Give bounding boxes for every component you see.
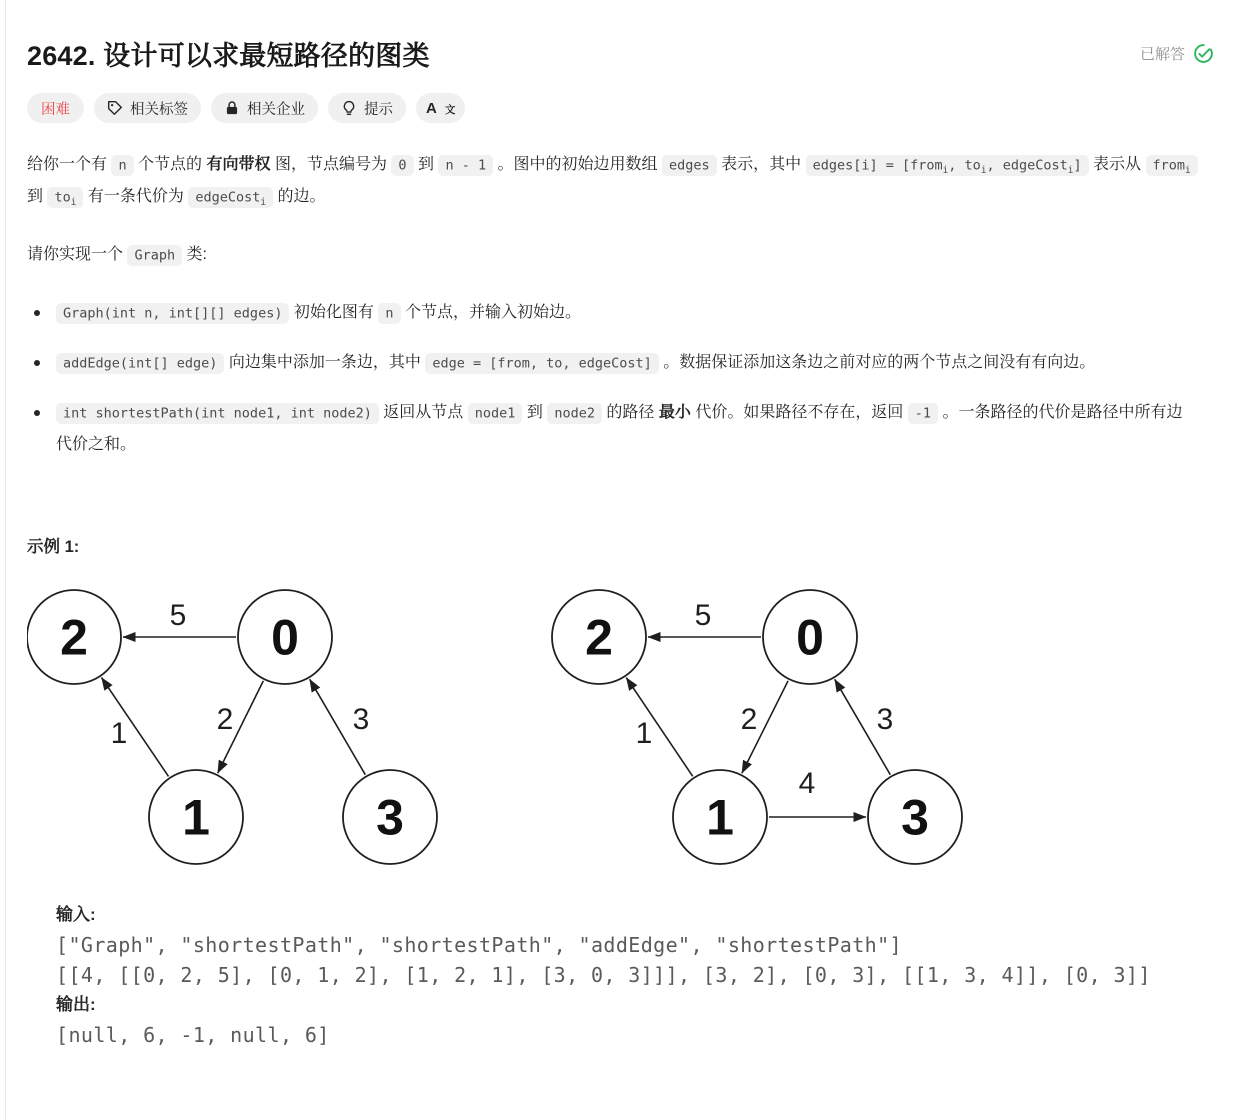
inline-code: from$_i$ (1146, 155, 1198, 176)
node-id-label: 0 (271, 609, 299, 666)
description-paragraph-1: 给你一个有 n 个节点的 有向带权 图，节点编号为 0 到 n - 1 。图中的初始边用数组 edges 表示，其中 edges[i] = [from$_i$, $to_i$, edgeCost$_i$] 表示从 from$_i$ 到 $to_i$ 有一条代价为 edgeCost$_i$ 的边。 (27, 149, 1214, 213)
edge-weight-label: 2 (216, 703, 234, 736)
output-label: 输出: (56, 995, 96, 1014)
hint-label: 提示 (364, 101, 393, 118)
node-id-label: 2 (585, 609, 613, 666)
edge-weight-label: 1 (110, 717, 128, 750)
api-list (27, 297, 1192, 461)
input-label: 输入: (56, 905, 96, 924)
inline-code: addEdge(int[] edge) (56, 353, 224, 374)
edge-weight-label: 3 (876, 703, 894, 736)
inline-code: edges (662, 155, 717, 176)
example-io-block (56, 900, 1214, 1050)
graph-diagram (27, 579, 1007, 871)
node-id-label: 1 (706, 789, 734, 846)
list-item: int shortestPath(int node1, int node2) 返回从节点 node1 到 node2 的路径 最小 代价。如果路径不存在，返回 -1 。一条路径的代价是路径中所有边代价之和。 (27, 397, 1192, 461)
inline-code: $to_i$ (47, 187, 83, 208)
hint-button[interactable] (328, 93, 406, 123)
inline-code: n (378, 303, 400, 324)
lightbulb-icon (341, 100, 357, 116)
inline-code: n (111, 155, 133, 176)
example-heading: 示例 1: (27, 538, 80, 556)
bold-text: 有向带权 (206, 156, 271, 173)
related-companies-button[interactable] (211, 93, 318, 123)
page-title: 2642. 设计可以求最短路径的图类 (27, 41, 430, 71)
bold-text: 最小 (658, 404, 691, 421)
inline-code: Graph(int n, int[][] edges) (56, 303, 289, 324)
related-tags-label: 相关标签 (130, 101, 188, 118)
problem-header (27, 34, 1214, 73)
edge-weight-label: 5 (694, 599, 712, 632)
inline-code: edgeCost$_i$ (188, 187, 273, 208)
edge-weight-label: 3 (352, 703, 370, 736)
lock-icon (224, 100, 240, 116)
edge-weight-label: 5 (169, 599, 187, 632)
difficulty-badge[interactable]: 困难 (27, 93, 84, 123)
check-circle-icon (1193, 43, 1214, 64)
solved-label: 已解答 (1139, 46, 1185, 63)
inline-code: edge = [from, to, edgeCost] (425, 353, 658, 374)
edge-weight-label: 1 (635, 717, 653, 750)
node-id-label: 3 (901, 789, 929, 846)
related-companies-label: 相关企业 (247, 101, 305, 118)
description-paragraph-2: 请你实现一个 Graph 类: (27, 239, 1214, 271)
panel-divider (5, 0, 6, 1120)
node-id-label: 0 (796, 609, 824, 666)
example-input-operations: ["Graph", "shortestPath", "shortestPath", "addEdge", "shortestPath"] (56, 933, 902, 957)
problem-description (27, 149, 1214, 461)
translate-icon: A (426, 99, 437, 117)
inline-code: Graph (127, 245, 182, 266)
badge-row (27, 93, 1214, 123)
translate-button[interactable]: A 文 (416, 93, 465, 123)
node-id-label: 1 (182, 789, 210, 846)
node-id-label: 2 (60, 609, 88, 666)
inline-code: n - 1 (438, 155, 493, 176)
inline-code: -1 (908, 403, 938, 424)
list-item: Graph(int n, int[][] edges) 初始化图有 n 个节点，并输入初始边。 (27, 297, 1192, 329)
edge-weight-label: 2 (740, 703, 758, 736)
node-id-label: 3 (376, 789, 404, 846)
inline-code: node1 (468, 403, 523, 424)
inline-code: 0 (391, 155, 413, 176)
solved-badge (1140, 43, 1214, 64)
inline-code: int shortestPath(int node1, int node2) (56, 403, 379, 424)
inline-code: edges[i] = [from$_i$, $to_i$, edgeCost$_i$] (806, 155, 1089, 176)
list-item: addEdge(int[] edge) 向边集中添加一条边，其中 edge = [from, to, edgeCost] 。数据保证添加这条边之前对应的两个节点之间没有有向边。 (27, 347, 1192, 379)
related-tags-button[interactable] (94, 93, 201, 123)
example-output-values: [null, 6, -1, null, 6] (56, 1023, 330, 1047)
example-input-arguments: [[4, [[0, 2, 5], [0, 1, 2], [1, 2, 1], [3, 0, 3]]], [3, 2], [0, 3], [[1, 3, 4]], [0, 3]] (56, 963, 1151, 987)
example-graphs-figure (27, 579, 1214, 876)
tag-icon (107, 100, 123, 116)
edge-weight-label: 4 (798, 767, 816, 800)
inline-code: node2 (547, 403, 602, 424)
